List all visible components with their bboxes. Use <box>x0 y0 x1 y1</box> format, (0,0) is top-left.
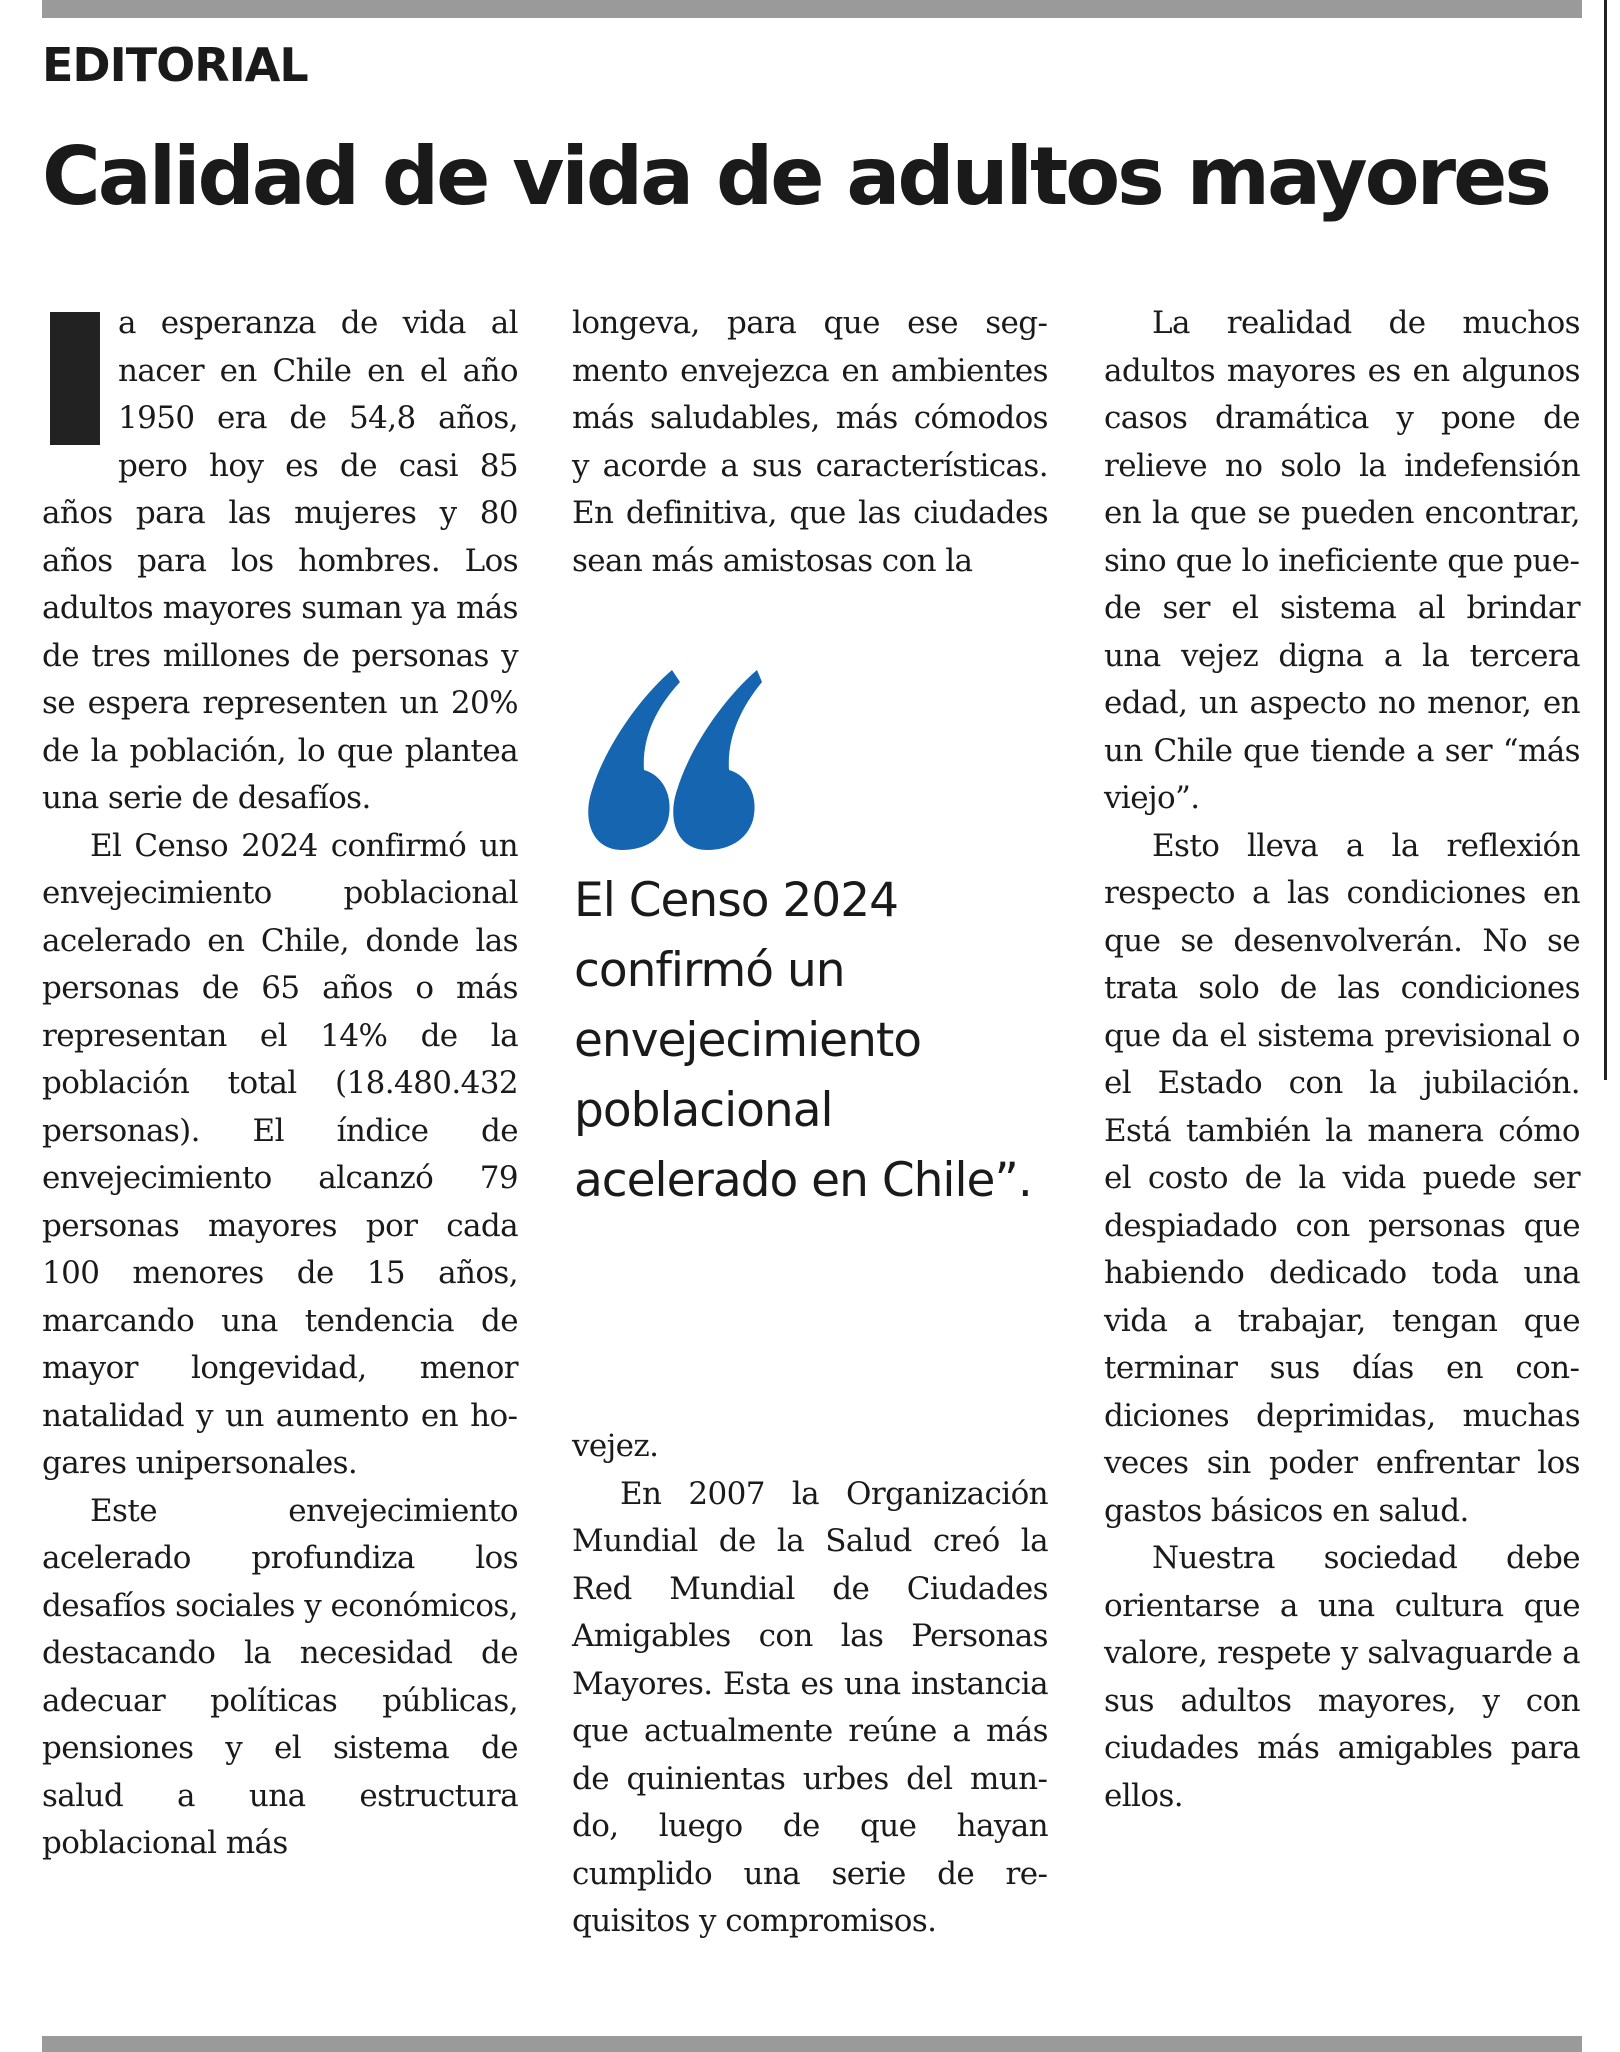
paragraph: La realidad de muchos adultos mayores es en algunos casos dramática y pone de relieve no solo la indefensión en la que se pueden encontrar, sino que lo ineficiente que puede ser el sistema al brindar una vejez digna a la tercera edad, un aspecto no menor, en un Chile que tiende a ser “más viejo”. <box>1104 305 1580 816</box>
paragraph: En 2007 la Organización Mundial de la Salud creó la Red Mundial de Ciudades Amigables con las Personas Mayores. Esta es una instancia que actualmente reúne a más de quinientas urbes del mundo, luego de que hayan cumplido una serie de requisitos y compromisos. <box>572 1475 1048 1939</box>
article-column-2-top <box>572 300 1048 585</box>
article-column-2-bottom <box>572 1423 1048 1946</box>
top-rule <box>42 0 1582 18</box>
article-column-3 <box>1104 300 1580 1820</box>
bottom-rule <box>42 2036 1582 2052</box>
paragraph: Nuestra sociedad debe orientarse a una cultura que valore, respete y salvaguarde a sus adultos mayores, y con ciudades más amigables para ellos. <box>1104 1540 1580 1814</box>
opening-quote-icon <box>582 660 762 850</box>
paragraph: Este envejecimiento acelerado profundiza los desafíos sociales y económicos, destacando la necesidad de adecuar políticas públicas, pensiones y el sistema de salud a una estructura poblacional más <box>42 1492 518 1861</box>
paragraph: El Censo 2024 confirmó un envejecimiento poblacional acelerado en Chile, donde las personas de 65 años o más representan el 14% de la población total (18.480.432 personas). El índice de envejecimiento alcanzó 79 personas mayores por cada 100 menores de 15 años, marcando una tendencia de mayor longevidad, menor natalidad y un aumento en hogares unipersonales. <box>42 827 518 1481</box>
paragraph: vejez. <box>572 1428 659 1464</box>
dropcap-l <box>50 312 100 445</box>
column-rule <box>1604 0 1607 1080</box>
paragraph-text: a esperanza de vida al nacer en Chile en el año 1950 era de 54,8 años, pero hoy es de casi 85 años para las mujeres y 80 años para los hombres. Los adultos mayores suman ya más de tres millones de personas y se espera representen un 20% de la población, lo que plantea una serie de desafíos. <box>42 305 518 816</box>
section-label: EDITORIAL <box>42 38 308 92</box>
paragraph <box>42 300 518 823</box>
pull-quote: El Censo 2024 confirmó un envejecimiento poblacional acelerado en Chile”. <box>574 873 1032 1208</box>
headline: Calidad de vida de adultos mayores <box>42 130 1549 223</box>
article-column-1 <box>42 300 518 1868</box>
paragraph: longeva, para que ese segmento envejezca en ambientes más saludables, más cómodos y acorde a sus características. En definitiva, que las ciudades sean más amistosas con la <box>572 305 1048 579</box>
paragraph: Esto lleva a la reflexión respecto a las condiciones en que se desenvolverán. No se trata solo de las condiciones que da el sistema previsional o el Estado con la jubilación. Está también la manera cómo el costo de la vida puede ser despiadado con personas que habiendo dedicado toda una vida a trabajar, tengan que terminar sus días en condiciones deprimidas, muchas veces sin poder enfrentar los gastos básicos en salud. <box>1104 827 1580 1529</box>
